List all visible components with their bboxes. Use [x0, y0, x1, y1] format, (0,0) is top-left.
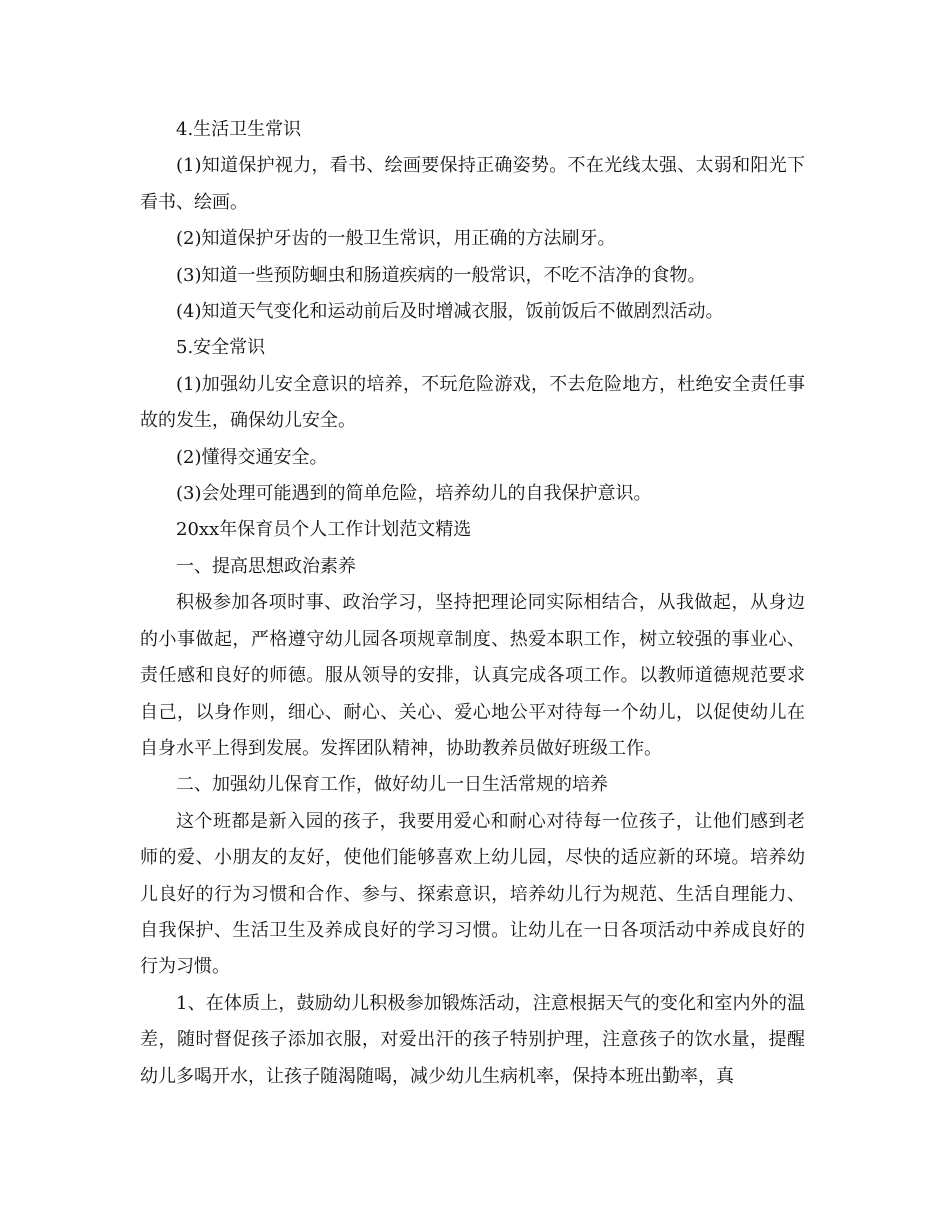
- heading-safety: 5.安全常识: [176, 337, 266, 359]
- heading-hygiene: 4.生活卫生常识: [176, 119, 302, 140]
- paragraph-traffic: (2)懂得交通安全。: [176, 446, 328, 468]
- paragraph-disease: (3)知道一些预防蛔虫和肠道疾病的一般常识，不吃不洁净的食物。: [176, 264, 706, 286]
- paragraph-safety-awareness: (1)加强幼儿安全意识的培养，不玩危险游戏，不去危险地方，杜绝安全责任事故的发生，确保幼儿安全。: [140, 373, 805, 432]
- section-title: 20xx年保育员个人工作计划范文精选: [176, 519, 472, 541]
- paragraph-teeth: (2)知道保护牙齿的一般卫生常识，用正确的方法刷牙。: [176, 228, 616, 250]
- paragraph-vision: (1)知道保护视力，看书、绘画要保持正确姿势。不在光线太强、太弱和阳光下看书、绘画。: [140, 155, 805, 213]
- heading-political: 一、提高思想政治素养: [176, 555, 356, 577]
- paragraph-new-children: 这个班都是新入园的孩子，我要用爱心和耐心对待每一位孩子，让他们感到老师的爱、小朋友的友好，使他们能够喜欢上幼儿园，尽快的适应新的环境。培养幼儿良好的行为习惯和合作、参与、探索意识，培养幼儿行为规范、生活自理能力、自我保护、生活卫生及养成良好的学习习惯。让幼儿在一日各项活动中养成良好的行为习惯。: [140, 810, 805, 978]
- paragraph-physique: 1、在体质上，鼓励幼儿积极参加锻炼活动，注意根据天气的变化和室内外的温差，随时督促孩子添加衣服，对爱出汗的孩子特别护理，注意孩子的饮水量，提醒幼儿多喝开水，让孩子随渴随喝，减少幼儿生病机率，保持本班出勤率，真: [140, 992, 805, 1087]
- heading-care: 二、加强幼儿保育工作，做好幼儿一日生活常规的培养: [176, 774, 608, 796]
- document-body: [140, 112, 805, 1095]
- paragraph-political: 积极参加各项时事、政治学习，坚持把理论同实际相结合，从我做起，从身边的小事做起，严格遵守幼儿园各项规章制度、热爱本职工作，树立较强的事业心、责任感和良好的师德。服从领导的安排，认真完成各项工作。以教师道德规范要求自己，以身作则，细心、耐心、关心、爱心地公平对待每一个幼儿，以促使幼儿在自身水平上得到发展。发挥团队精神，协助教养员做好班级工作。: [140, 592, 805, 759]
- paragraph-self-protection: (3)会处理可能遇到的简单危险，培养幼儿的自我保护意识。: [176, 483, 652, 505]
- paragraph-clothing: (4)知道天气变化和运动前后及时增减衣服，饭前饭后不做剧烈活动。: [176, 301, 724, 323]
